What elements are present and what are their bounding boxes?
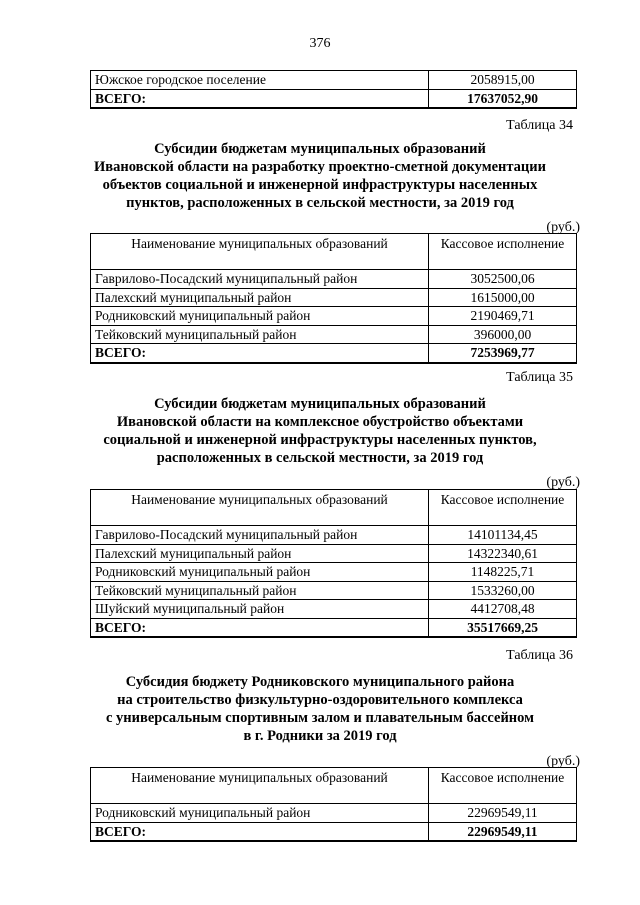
total-value: 7253969,77 [429, 344, 577, 363]
row-name: Родниковский муниципальный район [91, 563, 429, 582]
table-36-label: Таблица 36 [506, 648, 573, 663]
table-row [91, 804, 577, 823]
header-value: Кассовое исполнение [429, 234, 577, 270]
total-label: ВСЕГО: [91, 344, 429, 363]
table-header-row [91, 234, 577, 270]
row-value: 2190469,71 [429, 307, 577, 326]
row-name: Родниковский муниципальный район [91, 804, 429, 823]
row-value: 14322340,61 [429, 544, 577, 563]
row-name: Родниковский муниципальный район [91, 307, 429, 326]
table-36 [90, 767, 577, 842]
header-name: Наименование муниципальных образований [91, 490, 429, 526]
title-line: Ивановской области на комплексное обустройство объектами [116, 414, 524, 430]
total-value: 17637052,90 [429, 89, 577, 108]
total-value: 22969549,11 [429, 822, 577, 841]
table-row [91, 71, 577, 90]
table-36-title [60, 673, 580, 745]
total-label: ВСЕГО: [91, 618, 429, 637]
row-value: 14101134,45 [429, 526, 577, 545]
table-row [91, 563, 577, 582]
table-34-label: Таблица 34 [506, 118, 573, 133]
table-row [91, 581, 577, 600]
table-row [91, 307, 577, 326]
title-line: на строительство физкультурно-оздоровительного комплекса [117, 692, 523, 708]
table-34-title [60, 140, 580, 212]
row-name: Гаврилово-Посадский муниципальный район [91, 526, 429, 545]
row-name: Тейковский муниципальный район [91, 581, 429, 600]
header-value: Кассовое исполнение [429, 490, 577, 526]
table-row [91, 544, 577, 563]
total-label: ВСЕГО: [91, 822, 429, 841]
row-name: Шуйский муниципальный район [91, 600, 429, 619]
row-value: 1615000,00 [429, 288, 577, 307]
row-name: Палехский муниципальный район [91, 288, 429, 307]
total-label: ВСЕГО: [91, 89, 429, 108]
table-row [91, 288, 577, 307]
table-35-title [60, 395, 580, 467]
row-value: 396000,00 [429, 325, 577, 344]
title-line: расположенных в сельской местности, за 2019 год [156, 450, 484, 466]
table-total-row [91, 822, 577, 841]
table-row [91, 526, 577, 545]
header-name: Наименование муниципальных образований [91, 234, 429, 270]
unit-label: (руб.) [546, 220, 580, 235]
page-number: 376 [309, 36, 331, 51]
table-34 [90, 233, 577, 364]
table-total-row [91, 344, 577, 363]
row-value: 4412708,48 [429, 600, 577, 619]
unit-label: (руб.) [546, 754, 580, 769]
title-line: объектов социальной и инженерной инфраструктуры населенных [102, 177, 538, 193]
row-value: 22969549,11 [429, 804, 577, 823]
table-35 [90, 489, 577, 638]
table-header-row [91, 490, 577, 526]
header-name: Наименование муниципальных образований [91, 768, 429, 804]
title-line: Субсидия бюджету Родниковского муниципального района [125, 674, 515, 690]
table-row [91, 600, 577, 619]
table-header-row [91, 768, 577, 804]
row-value: 1533260,00 [429, 581, 577, 600]
row-name: Тейковский муниципальный район [91, 325, 429, 344]
top-table [90, 70, 577, 109]
table-35-label: Таблица 35 [506, 370, 573, 385]
table-row [91, 325, 577, 344]
total-value: 35517669,25 [429, 618, 577, 637]
row-value: 1148225,71 [429, 563, 577, 582]
title-line: Субсидии бюджетам муниципальных образований [154, 396, 486, 412]
unit-label: (руб.) [546, 475, 580, 490]
table-total-row [91, 618, 577, 637]
title-line: Субсидии бюджетам муниципальных образований [154, 141, 486, 157]
row-name: Палехский муниципальный район [91, 544, 429, 563]
table-total-row [91, 89, 577, 108]
table-row [91, 270, 577, 289]
row-value: 2058915,00 [429, 71, 577, 90]
title-line: в г. Родники за 2019 год [243, 728, 397, 744]
title-line: социальной и инженерной инфраструктуры населенных пунктов, [103, 432, 537, 448]
title-line: Ивановской области на разработку проектно-сметной документации [94, 159, 546, 175]
header-value: Кассовое исполнение [429, 768, 577, 804]
title-line: с универсальным спортивным залом и плавательным бассейном [105, 710, 535, 726]
row-name: Южское городское поселение [91, 71, 429, 90]
row-value: 3052500,06 [429, 270, 577, 289]
row-name: Гаврилово-Посадский муниципальный район [91, 270, 429, 289]
title-line: пунктов, расположенных в сельской местности, за 2019 год [126, 195, 514, 211]
